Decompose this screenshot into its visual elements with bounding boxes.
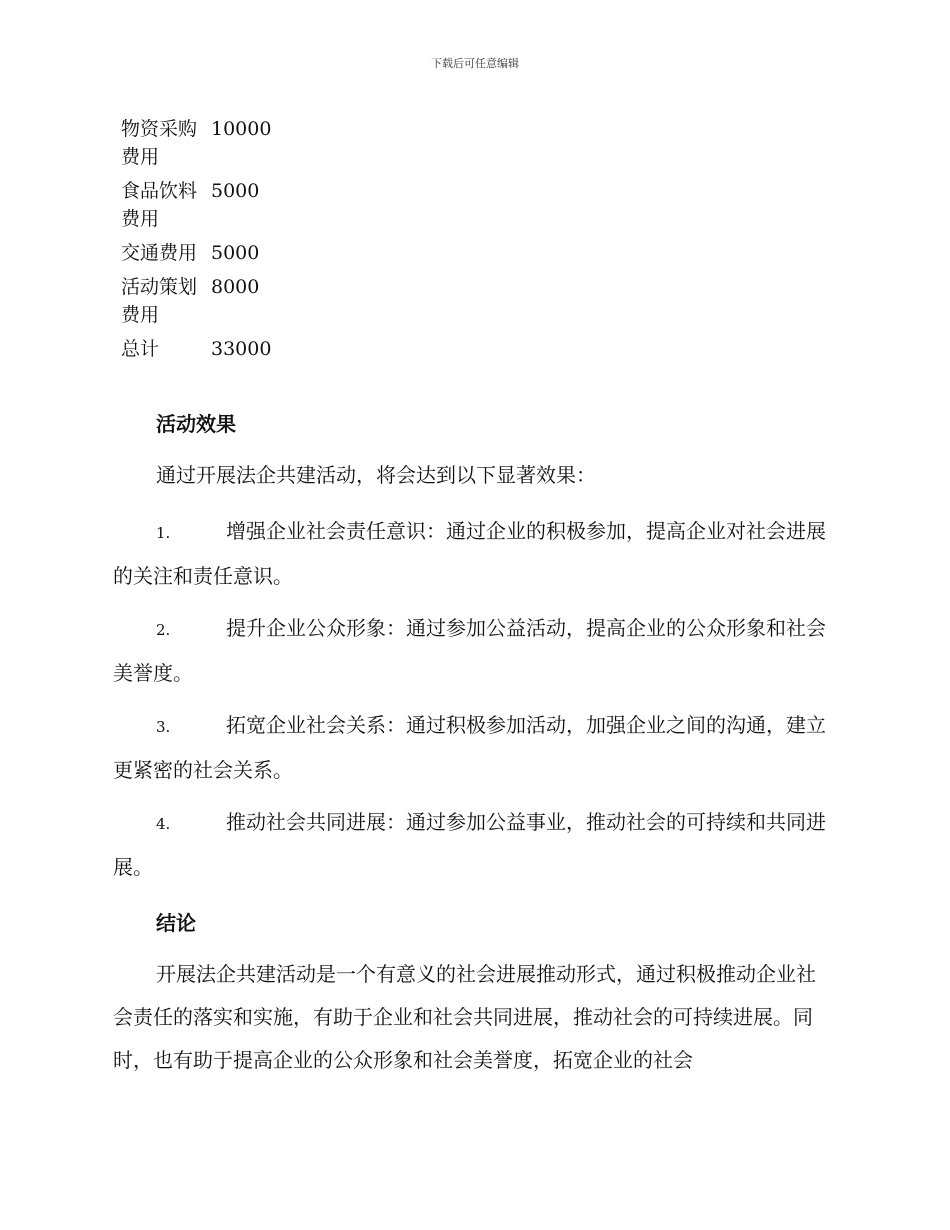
- table-row: [113, 239, 271, 273]
- list-item-text: 推动社会共同进展：通过参加公益事业，推动社会的可持续和共同进展。: [113, 810, 826, 879]
- table-row: [113, 335, 271, 369]
- cost-amount-cell: 5000: [211, 180, 260, 202]
- cost-amount-cell: 33000: [211, 338, 272, 360]
- list-item: [113, 801, 833, 889]
- list-item: [113, 704, 833, 792]
- cost-amount-cell: 5000: [211, 242, 260, 264]
- list-item: [113, 510, 833, 598]
- effects-intro: 通过开展法企共建活动，将会达到以下显著效果：: [156, 463, 596, 487]
- list-item-text: 提升企业公众形象：通过参加公益活动，提高企业的公众形象和社会美誉度。: [113, 616, 826, 685]
- list-item-number: 4.: [156, 815, 171, 833]
- conclusion-heading: 结论: [156, 911, 196, 935]
- page-header: 下载后可任意编辑: [431, 57, 519, 70]
- cost-name-cell: 食品饮料费用: [121, 180, 198, 230]
- list-item-number: 1.: [156, 524, 171, 542]
- table-row: [113, 273, 271, 335]
- list-item: [113, 607, 833, 695]
- cost-table: [113, 115, 271, 369]
- cost-name-cell: 总计: [121, 338, 160, 360]
- list-item-text: 拓宽企业社会关系：通过积极参加活动，加强企业之间的沟通，建立更紧密的社会关系。: [113, 713, 826, 782]
- cost-name-cell: 活动策划费用: [121, 276, 198, 326]
- list-item-text: 增强企业社会责任意识：通过企业的积极参加，提高企业对社会进展的关注和责任意识。: [113, 519, 826, 588]
- list-item-number: 3.: [156, 718, 171, 736]
- cost-name-cell: 交通费用: [121, 242, 198, 264]
- cost-amount-cell: 10000: [211, 118, 272, 140]
- table-row: [113, 177, 271, 239]
- table-row: [113, 115, 271, 177]
- cost-name-cell: 物资采购费用: [121, 118, 198, 168]
- cost-amount-cell: 8000: [211, 276, 260, 298]
- list-item-number: 2.: [156, 621, 171, 639]
- conclusion-paragraph: 开展法企共建活动是一个有意义的社会进展推动形式，通过积极推动企业社会责任的落实和实施，有助于企业和社会共同进展，推动社会的可持续进展。同时，也有助于提高企业的公众形象和社会美誉度，拓宽企业的社会: [113, 962, 816, 1072]
- effects-heading: 活动效果: [156, 412, 236, 436]
